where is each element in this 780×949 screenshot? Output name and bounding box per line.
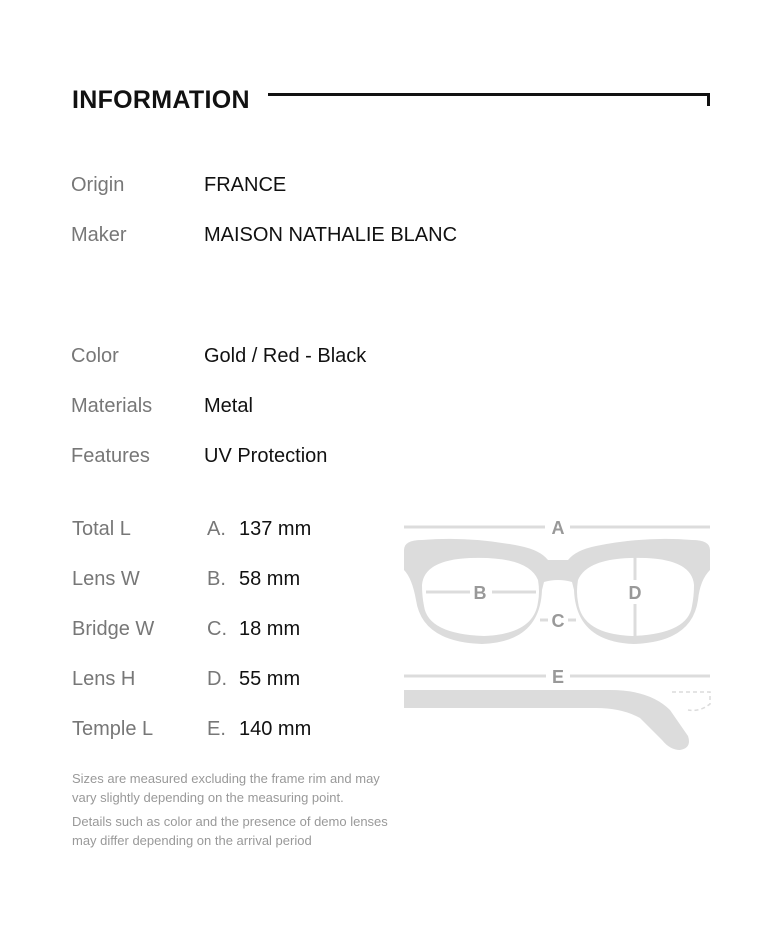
size-letter: B. xyxy=(207,568,226,590)
size-letter: C. xyxy=(207,618,227,640)
glasses-temple-arm xyxy=(404,690,689,750)
diagram-label-b: B xyxy=(473,583,487,603)
size-note-measurement: Sizes are measured excluding the frame rim and may vary slightly depending on the measuring point. xyxy=(72,771,380,805)
spec-label: Color xyxy=(71,345,119,367)
diagram-label-c: C xyxy=(551,611,565,631)
size-label: Total L xyxy=(72,518,131,540)
glasses-measurement-diagram xyxy=(400,510,715,760)
size-value: 140 mm xyxy=(239,718,312,740)
diagram-label-e: E xyxy=(551,667,565,687)
size-letter: A. xyxy=(207,518,226,540)
heading-rule-tick xyxy=(707,93,710,106)
size-note-details: Details such as color and the presence of demo lenses may differ depending on the arrival period xyxy=(72,814,388,848)
size-value: 18 mm xyxy=(239,618,301,640)
info-value: FRANCE xyxy=(204,174,287,196)
size-value: 137 mm xyxy=(239,518,312,540)
size-value: 58 mm xyxy=(239,568,301,590)
diagram-label-a: A xyxy=(551,518,565,538)
spec-label: Materials xyxy=(71,395,153,417)
size-label: Lens W xyxy=(72,568,140,590)
spec-label: Features xyxy=(71,445,150,467)
size-letter: D. xyxy=(207,668,227,690)
info-label: Maker xyxy=(71,224,127,246)
size-label: Bridge W xyxy=(72,618,155,640)
spec-value: Metal xyxy=(204,395,253,417)
info-value: MAISON NATHALIE BLANC xyxy=(204,224,458,246)
diagram-label-d: D xyxy=(628,583,642,603)
spec-value: UV Protection xyxy=(204,445,328,467)
size-label: Lens H xyxy=(72,668,136,690)
spec-value: Gold / Red - Black xyxy=(204,345,367,367)
size-label: Temple L xyxy=(72,718,154,740)
size-letter: E. xyxy=(207,718,226,740)
size-value: 55 mm xyxy=(239,668,301,690)
heading-rule xyxy=(268,93,708,96)
information-heading: INFORMATION xyxy=(72,86,250,114)
temple-tip-outline xyxy=(672,692,710,710)
info-label: Origin xyxy=(71,174,125,196)
